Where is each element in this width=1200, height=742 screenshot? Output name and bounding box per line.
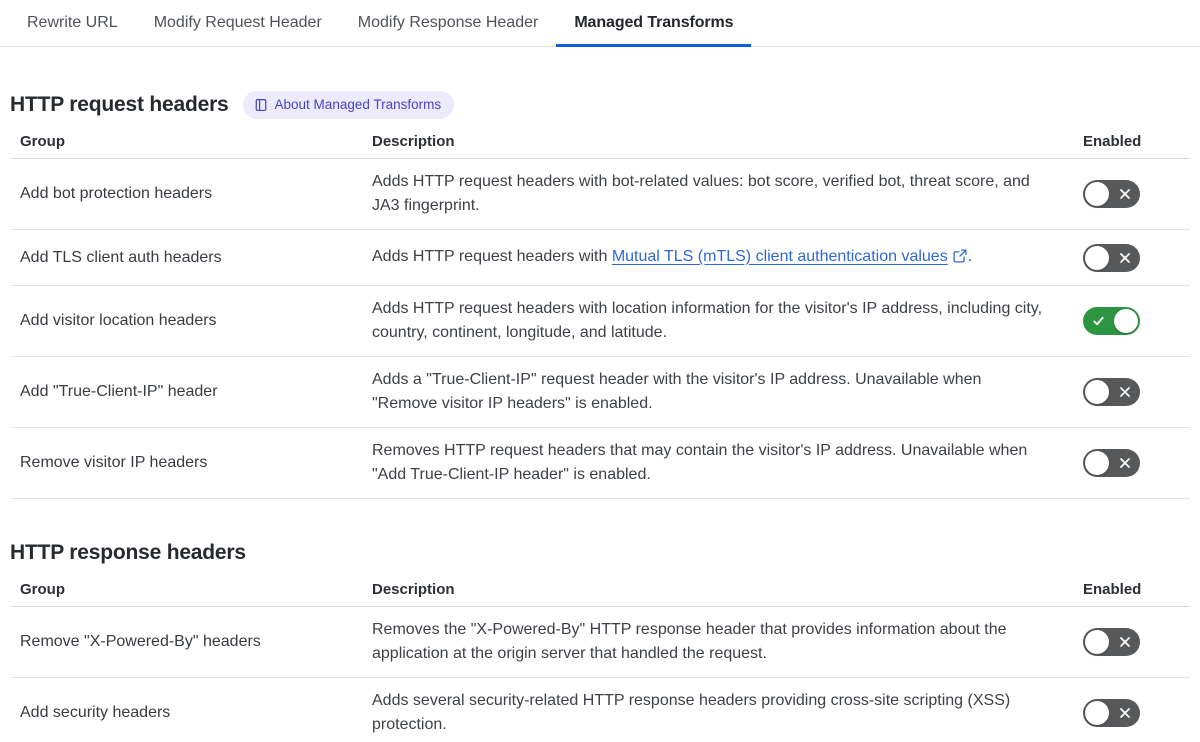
toggle-knob (1085, 380, 1109, 404)
x-icon (1119, 386, 1131, 398)
row-group-label: Add "True-Client-IP" header (20, 383, 218, 400)
row-group-label: Add TLS client auth headers (20, 248, 222, 266)
column-header-description: Description (372, 133, 455, 150)
table-row-add-true-client-ip-header (11, 357, 1190, 428)
table-row-add-visitor-location-headers (11, 286, 1190, 357)
row-group-label: Add security headers (20, 704, 171, 721)
toggle-knob (1085, 701, 1109, 725)
check-icon (1092, 315, 1105, 328)
toggle-add-bot-protection-headers[interactable] (1083, 180, 1140, 208)
http-request-headers-section (10, 91, 1190, 499)
row-description: Removes HTTP request headers that may contain the visitor's IP address. Unavailable when "Add True-Client-IP header" is enabled. (372, 442, 1028, 483)
column-header-group: Group (20, 581, 65, 598)
http-response-headers-section (10, 539, 1190, 742)
x-icon (1119, 636, 1131, 648)
request-headers-table (11, 133, 1190, 499)
tab-modify-request-header[interactable]: Modify Request Header (153, 14, 322, 31)
toggle-add-security-headers[interactable] (1083, 699, 1140, 727)
toggle-knob (1085, 630, 1109, 654)
response-headers-table (11, 581, 1190, 742)
response-table-header (11, 581, 1190, 607)
column-header-description: Description (372, 581, 455, 598)
tab-rewrite-url[interactable]: Rewrite URL (27, 14, 118, 31)
row-description (363, 245, 1074, 271)
row-description: Removes the "X-Powered-By" HTTP response header that provides information about the application at the origin server that handled the request. (372, 621, 1007, 662)
row-description: Adds several security-related HTTP response headers providing cross-site scripting (XSS) protection. (372, 692, 1011, 733)
x-icon (1119, 188, 1131, 200)
about-managed-transforms-badge[interactable] (243, 91, 455, 119)
table-row-remove-visitor-ip-headers (11, 428, 1190, 499)
tab-managed-transforms[interactable]: Managed Transforms (556, 0, 751, 46)
row-group-label: Remove visitor IP headers (20, 454, 208, 471)
book-icon (254, 98, 268, 112)
description-text: . (967, 247, 973, 265)
toggle-knob (1085, 182, 1109, 206)
request-section-title: HTTP request headers (10, 93, 229, 116)
table-row-remove-x-powered-by-headers (11, 607, 1190, 678)
table-row-add-bot-protection-headers (11, 159, 1190, 230)
toggle-knob (1114, 309, 1138, 333)
x-icon (1119, 707, 1131, 719)
external-link-icon (953, 247, 967, 271)
request-table-header (11, 133, 1190, 159)
table-row-add-security-headers (11, 678, 1190, 742)
toggle-add-tls-client-auth-headers[interactable] (1083, 244, 1140, 272)
column-header-group: Group (20, 133, 65, 150)
toggle-knob (1085, 451, 1109, 475)
column-header-enabled: Enabled (1083, 581, 1142, 598)
row-description: Adds HTTP request headers with bot-related values: bot score, verified bot, threat score, and JA3 fingerprint. (372, 173, 1030, 214)
transform-rules-tab-bar (0, 0, 1200, 47)
x-icon (1119, 457, 1131, 469)
row-group-label: Remove "X-Powered-By" headers (20, 633, 261, 650)
response-section-title: HTTP response headers (10, 541, 246, 564)
toggle-remove-x-powered-by-headers[interactable] (1083, 628, 1140, 656)
row-group-label: Add bot protection headers (20, 185, 213, 202)
toggle-add-true-client-ip-header[interactable] (1083, 378, 1140, 406)
toggle-remove-visitor-ip-headers[interactable] (1083, 449, 1140, 477)
toggle-knob (1085, 246, 1109, 270)
row-description: Adds HTTP request headers with location information for the visitor's IP address, including city, country, continent, longitude, and latitude. (372, 300, 1043, 341)
row-group-label: Add visitor location headers (20, 312, 217, 329)
tab-modify-response-header[interactable]: Modify Response Header (357, 14, 539, 31)
row-description: Adds a "True-Client-IP" request header with the visitor's IP address. Unavailable when "Remove visitor IP headers" is enabled. (372, 371, 982, 412)
x-icon (1119, 252, 1131, 264)
mtls-docs-link[interactable]: Mutual TLS (mTLS) client authentication values (611, 247, 948, 265)
column-header-enabled: Enabled (1083, 133, 1142, 150)
description-text: Adds HTTP request headers with (372, 247, 612, 265)
toggle-add-visitor-location-headers[interactable] (1083, 307, 1140, 335)
table-row-add-tls-client-auth-headers (11, 230, 1190, 286)
about-badge-label: About Managed Transforms (274, 97, 442, 113)
